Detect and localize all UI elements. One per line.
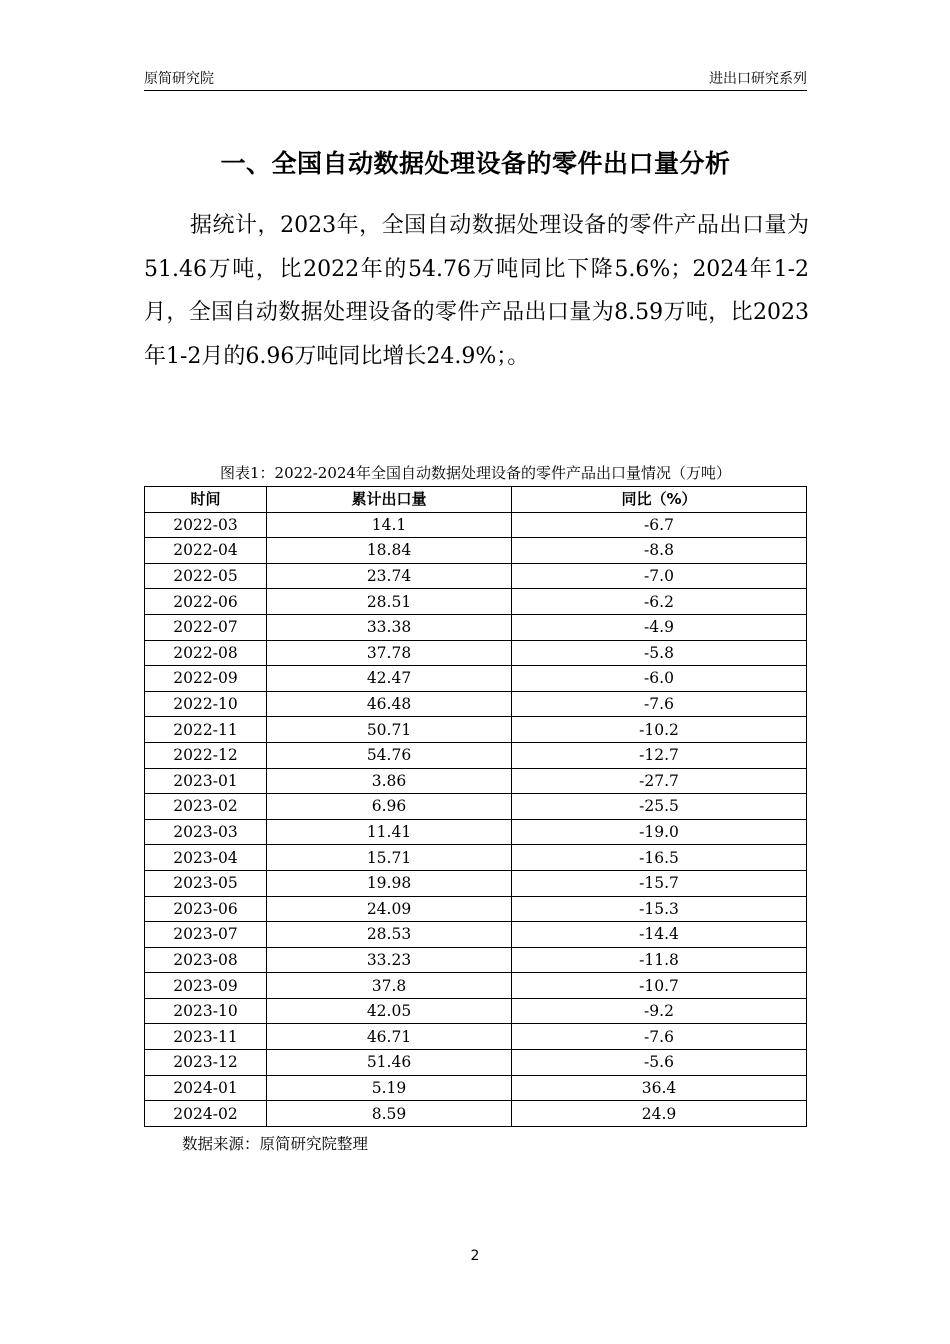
table-row xyxy=(145,538,807,564)
table-cell-cumulative-export: 8.59 xyxy=(267,1101,512,1127)
table-cell-time: 2023-07 xyxy=(145,922,267,948)
table-cell-cumulative-export: 28.53 xyxy=(267,922,512,948)
table-cell-cumulative-export: 42.47 xyxy=(267,666,512,692)
export-volume-table xyxy=(144,486,807,1127)
table-row xyxy=(145,512,807,538)
table-cell-time: 2022-09 xyxy=(145,666,267,692)
table-cell-yoy: -14.4 xyxy=(512,922,807,948)
table-row xyxy=(145,1024,807,1050)
table-cell-yoy: -10.7 xyxy=(512,973,807,999)
table-cell-time: 2022-10 xyxy=(145,691,267,717)
column-header-yoy: 同比（%） xyxy=(512,487,807,513)
table-cell-time: 2022-07 xyxy=(145,614,267,640)
table-cell-cumulative-export: 50.71 xyxy=(267,717,512,743)
table-cell-cumulative-export: 46.48 xyxy=(267,691,512,717)
table-row xyxy=(145,794,807,820)
table-row xyxy=(145,1075,807,1101)
table-cell-yoy: -7.6 xyxy=(512,1024,807,1050)
table-row xyxy=(145,640,807,666)
table-cell-cumulative-export: 3.86 xyxy=(267,768,512,794)
table-cell-yoy: -19.0 xyxy=(512,819,807,845)
column-header-time: 时间 xyxy=(145,487,267,513)
table-cell-cumulative-export: 28.51 xyxy=(267,589,512,615)
table-cell-cumulative-export: 23.74 xyxy=(267,563,512,589)
data-source-note: 数据来源：原简研究院整理 xyxy=(182,1135,369,1153)
table-cell-yoy: -6.7 xyxy=(512,512,807,538)
table-cell-yoy: -15.3 xyxy=(512,896,807,922)
table-cell-yoy: -15.7 xyxy=(512,870,807,896)
table-row xyxy=(145,691,807,717)
header-series-name: 进出口研究系列 xyxy=(709,71,807,87)
table-cell-time: 2022-05 xyxy=(145,563,267,589)
table-cell-time: 2023-09 xyxy=(145,973,267,999)
table-cell-time: 2023-06 xyxy=(145,896,267,922)
table-cell-yoy: -5.8 xyxy=(512,640,807,666)
table-cell-cumulative-export: 33.38 xyxy=(267,614,512,640)
table-cell-time: 2022-08 xyxy=(145,640,267,666)
table-header-row xyxy=(145,487,807,513)
table-cell-yoy: -10.2 xyxy=(512,717,807,743)
table-cell-time: 2023-05 xyxy=(145,870,267,896)
table-cell-yoy: -6.2 xyxy=(512,589,807,615)
table-cell-cumulative-export: 37.78 xyxy=(267,640,512,666)
table-cell-time: 2024-01 xyxy=(145,1075,267,1101)
table-cell-time: 2023-10 xyxy=(145,998,267,1024)
table-cell-yoy: 24.9 xyxy=(512,1101,807,1127)
table-cell-cumulative-export: 51.46 xyxy=(267,1050,512,1076)
table-caption: 图表1：2022-2024年全国自动数据处理设备的零件产品出口量情况（万吨） xyxy=(220,464,731,482)
table-row xyxy=(145,922,807,948)
table-row xyxy=(145,973,807,999)
table-row xyxy=(145,563,807,589)
table-cell-cumulative-export: 42.05 xyxy=(267,998,512,1024)
table-cell-time: 2023-02 xyxy=(145,794,267,820)
table-cell-cumulative-export: 18.84 xyxy=(267,538,512,564)
table-row xyxy=(145,614,807,640)
header-org-name: 原简研究院 xyxy=(144,71,214,87)
section-title: 一、全国自动数据处理设备的零件出口量分析 xyxy=(220,149,731,178)
table-row xyxy=(145,768,807,794)
table-cell-yoy: -9.2 xyxy=(512,998,807,1024)
table-cell-time: 2023-03 xyxy=(145,819,267,845)
table-cell-time: 2023-11 xyxy=(145,1024,267,1050)
table-cell-time: 2022-06 xyxy=(145,589,267,615)
table-cell-yoy: -7.0 xyxy=(512,563,807,589)
table-cell-time: 2022-11 xyxy=(145,717,267,743)
table-cell-yoy: -27.7 xyxy=(512,768,807,794)
table-cell-yoy: -11.8 xyxy=(512,947,807,973)
table-cell-cumulative-export: 14.1 xyxy=(267,512,512,538)
table-cell-time: 2022-12 xyxy=(145,742,267,768)
table-cell-cumulative-export: 5.19 xyxy=(267,1075,512,1101)
table-cell-time: 2023-01 xyxy=(145,768,267,794)
table-row xyxy=(145,947,807,973)
table-cell-yoy: -8.8 xyxy=(512,538,807,564)
table-cell-cumulative-export: 46.71 xyxy=(267,1024,512,1050)
table-cell-yoy: -16.5 xyxy=(512,845,807,871)
table-row xyxy=(145,589,807,615)
table-cell-time: 2022-03 xyxy=(145,512,267,538)
table-row xyxy=(145,742,807,768)
table-cell-yoy: 36.4 xyxy=(512,1075,807,1101)
table-cell-cumulative-export: 37.8 xyxy=(267,973,512,999)
table-row xyxy=(145,819,807,845)
table-cell-time: 2023-08 xyxy=(145,947,267,973)
table-cell-time: 2023-04 xyxy=(145,845,267,871)
table-cell-yoy: -4.9 xyxy=(512,614,807,640)
table-row xyxy=(145,998,807,1024)
table-cell-yoy: -25.5 xyxy=(512,794,807,820)
table-cell-time: 2022-04 xyxy=(145,538,267,564)
table-cell-yoy: -7.6 xyxy=(512,691,807,717)
column-header-cumulative-export: 累计出口量 xyxy=(267,487,512,513)
table-cell-cumulative-export: 19.98 xyxy=(267,870,512,896)
table-row xyxy=(145,845,807,871)
page-number: 2 xyxy=(470,1248,480,1264)
table-cell-cumulative-export: 6.96 xyxy=(267,794,512,820)
table-cell-time: 2023-12 xyxy=(145,1050,267,1076)
table-row xyxy=(145,896,807,922)
table-cell-cumulative-export: 24.09 xyxy=(267,896,512,922)
table-row xyxy=(145,666,807,692)
table-cell-cumulative-export: 11.41 xyxy=(267,819,512,845)
table-row xyxy=(145,1050,807,1076)
table-cell-time: 2024-02 xyxy=(145,1101,267,1127)
page-header xyxy=(144,60,807,91)
table-cell-cumulative-export: 15.71 xyxy=(267,845,512,871)
table-cell-yoy: -5.6 xyxy=(512,1050,807,1076)
table-cell-yoy: -12.7 xyxy=(512,742,807,768)
body-paragraph: 据统计，2023年，全国自动数据处理设备的零件产品出口量为51.46万吨，比2022年的54.76万吨同比下降5.6%；2024年1-2月，全国自动数据处理设备的零件产品出口量为8.59万吨，比2023年1-2月的6.96万吨同比增长24.9%；。 xyxy=(144,213,809,369)
table-cell-cumulative-export: 54.76 xyxy=(267,742,512,768)
table-cell-yoy: -6.0 xyxy=(512,666,807,692)
table-row xyxy=(145,870,807,896)
table-cell-cumulative-export: 33.23 xyxy=(267,947,512,973)
table-row xyxy=(145,1101,807,1127)
table-row xyxy=(145,717,807,743)
